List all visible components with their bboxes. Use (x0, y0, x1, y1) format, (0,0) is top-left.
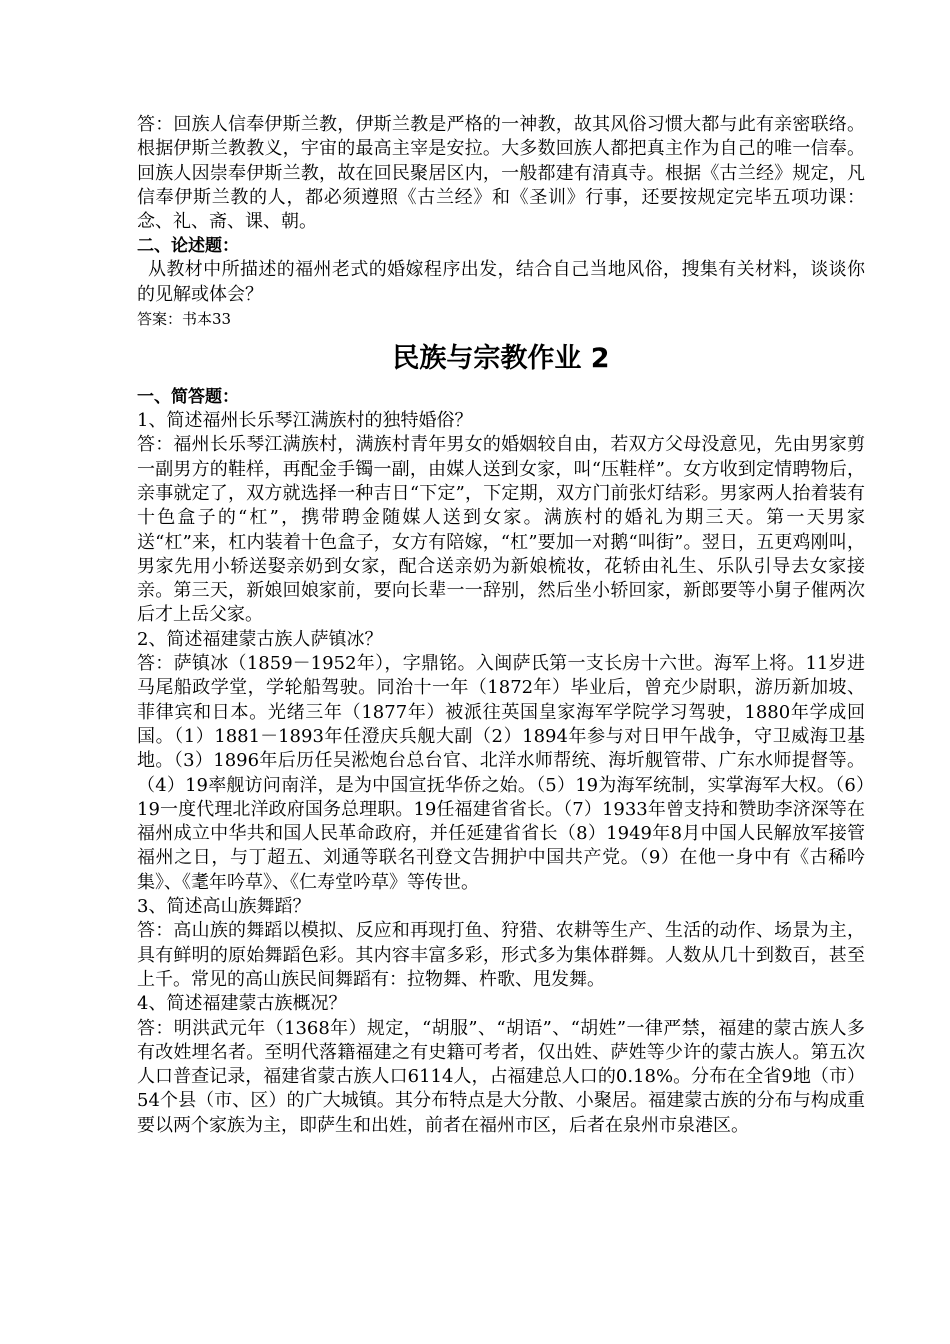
question-3: 3、简述高山族舞蹈？ (137, 896, 311, 918)
question-4: 4、简述福建蒙古族概况？ (137, 993, 347, 1015)
section-heading-short-answer: 一、简答题： (137, 387, 239, 408)
question-1: 1、简述福州长乐琴江满族村的独特婚俗？ (137, 410, 473, 432)
essay-answer: 答案：书本33 (137, 310, 232, 329)
answer-paragraph: 答：回族人信奉伊斯兰教，伊斯兰教是严格的一神教，故其风俗习惯大都与此有亲密联络。根据伊斯兰教教义，宇宙的最高主宰是安拉。大多数回族人都把真主作为自己的唯一信奉。回族人因崇奉伊斯兰教，故在回民聚居区内，一般都建有清真寺。根据《古兰经》规定，凡信奉伊斯兰教的人，都必须遵照《古兰经》和《圣训》行事，还要按规定完毕五项功课：念、礼、斋、课、朝。 (137, 114, 865, 233)
essay-question: 从教材中所描述的福州老式的婚嫁程序出发，结合自己当地风俗，搜集有关材料，谈谈你的见解或体会？ (137, 259, 865, 305)
section-heading-essay: 二、论述题： (137, 236, 239, 257)
page-title: 民族与宗教作业 2 (392, 343, 610, 375)
question-2: 2、简述福建蒙古族人萨镇冰？ (137, 628, 383, 650)
answer-2: 答：萨镇冰（1859－1952年），字鼎铭。入闽萨氏第一支长房十六世。海军上将。11岁进马尾船政学堂，学轮船驾驶。同治十一年（1872年）毕业后，曾充少尉职，游历新加坡、菲律宾和日本。光绪三年（1877年）被派往英国皇家海军学院学习驾驶，1880年学成回国。（1）1881－1893年任澄庆兵舰大副（2）1894年参与对日甲午战争，守卫威海卫基地。（3）1896年后历任吴淞炮台总台官、北洋水师帮统、海圻舰管带、广东水师提督等。（4）19率舰访问南洋，是为中国宣抚华侨之始。（5）19为海军统制，实掌海军大权。（6）19一度代理北洋政府国务总理职。19任福建省省长。（7）1933年曾支持和赞助李济深等在福州成立中华共和国人民革命政府，并任延建省省长（8）1949年8月中国人民解放军接管福州之日，与丁超五、刘通等联名刊登文告拥护中国共产党。（9）在他一身中有《古稀吟集》、《耄年吟草》、《仁寿堂吟草》等传世。 (137, 653, 865, 893)
answer-1: 答：福州长乐琴江满族村，满族村青年男女的婚姻较自由，若双方父母没意见，先由男家剪一副男方的鞋样，再配金手镯一副，由媒人送到女家，叫“压鞋样”。女方收到定情聘物后，亲事就定了，双方就选择一种吉日“下定”，下定期，双方门前张灯结彩。男家两人抬着装有十色盒子的“杠”，携带聘金随媒人送到女家。满族村的婚礼为期三天。第一天男家送“杠”来，杠内装着十色盒子，女方有陪嫁，“杠”要加一对鹅“叫街”。翌日，五更鸡刚叫，男家先用小轿送娶亲奶到女家，配合送亲奶为新娘梳妆，花轿由礼生、乐队引导去女家接亲。第三天，新娘回娘家前，要向长辈一一辞别，然后坐小轿回家，新郎要等小舅子催两次后才上岳父家。 (137, 434, 865, 626)
answer-3: 答：高山族的舞蹈以模拟、反应和再现打鱼、狩猎、农耕等生产、生活的动作、场景为主，具有鲜明的原始舞蹈色彩。其内容丰富多彩，形式多为集体群舞。人数从几十到数百，甚至上千。常见的高山族民间舞蹈有：拉物舞、杵歌、甩发舞。 (137, 920, 865, 990)
answer-4: 答：明洪武元年（1368年）规定，“胡服”、“胡语”、“胡姓”一律严禁，福建的蒙古族人多有改姓埋名者。至明代落籍福建之有史籍可考者，仅出姓、萨姓等少许的蒙古族人。第五次人口普查记录，福建省蒙古族人口6114人，占福建总人口的0.18%。分布在全省9地（市）54个县（市、区）的广大城镇。其分布特点是大分散、小聚居。福建蒙古族的分布与构成重要以两个家族为主，即萨生和出姓，前者在福州市区，后者在泉州市泉港区。 (137, 1017, 865, 1136)
document-content (137, 113, 865, 1138)
